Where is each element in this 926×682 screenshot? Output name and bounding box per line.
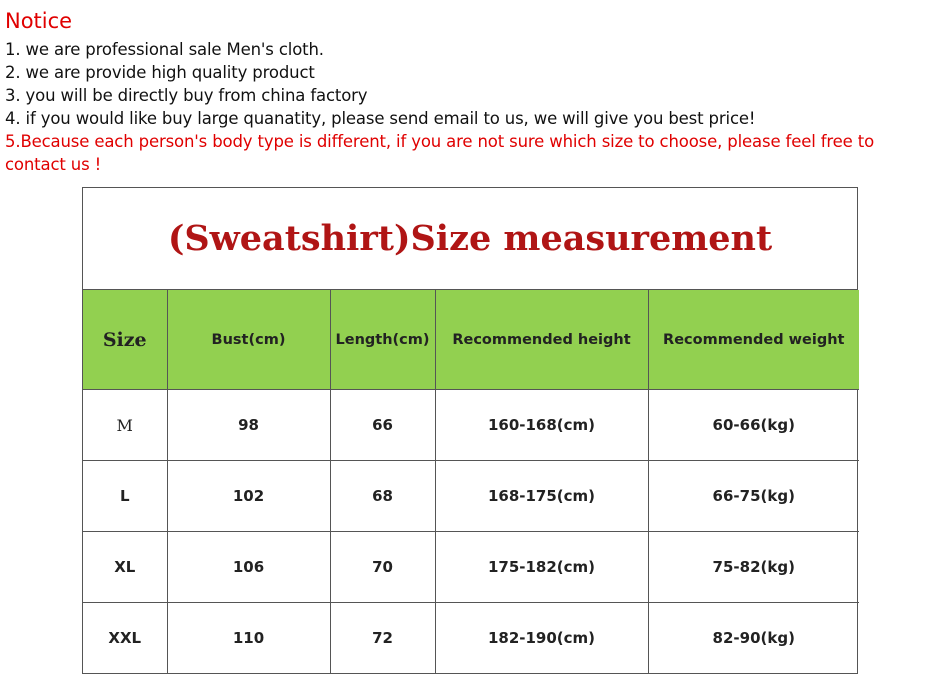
length-cell: 70 xyxy=(330,532,435,603)
length-cell: 66 xyxy=(330,390,435,461)
notice-line-2: 2. we are provide high quality product xyxy=(5,63,315,82)
notice-line-4: 4. if you would like buy large quanatity, please send email to us, we will give you best price! xyxy=(5,109,756,128)
size-cell: L xyxy=(83,461,167,532)
height-cell: 182-190(cm) xyxy=(435,603,648,674)
header-size: Size xyxy=(83,290,167,390)
weight-cell: 82-90(kg) xyxy=(648,603,859,674)
height-cell: 175-182(cm) xyxy=(435,532,648,603)
size-cell: M xyxy=(83,390,167,461)
table-row xyxy=(83,603,859,674)
size-cell: XXL xyxy=(83,603,167,674)
table-header-row xyxy=(83,290,859,390)
table-row xyxy=(83,461,859,532)
weight-cell: 60-66(kg) xyxy=(648,390,859,461)
weight-cell: 75-82(kg) xyxy=(648,532,859,603)
header-recommended-weight: Recommended weight xyxy=(648,290,859,390)
notice-line-5: 5.Because each person's body type is different, if you are not sure which size to choose, please feel free to contact us ! xyxy=(5,132,875,174)
size-table xyxy=(83,290,859,673)
weight-cell: 66-75(kg) xyxy=(648,461,859,532)
notice-title: Notice xyxy=(5,9,73,33)
notice-line-1: 1. we are professional sale Men's cloth. xyxy=(5,40,324,59)
height-cell: 160-168(cm) xyxy=(435,390,648,461)
size-cell: XL xyxy=(83,532,167,603)
size-chart-title: (Sweatshirt)Size measurement xyxy=(83,188,857,290)
table-row xyxy=(83,532,859,603)
length-cell: 72 xyxy=(330,603,435,674)
size-chart xyxy=(82,187,858,674)
height-cell: 168-175(cm) xyxy=(435,461,648,532)
bust-cell: 98 xyxy=(167,390,330,461)
header-bust: Bust(cm) xyxy=(167,290,330,390)
notice-list xyxy=(5,38,920,176)
length-cell: 68 xyxy=(330,461,435,532)
bust-cell: 110 xyxy=(167,603,330,674)
bust-cell: 106 xyxy=(167,532,330,603)
notice-line-3: 3. you will be directly buy from china factory xyxy=(5,86,368,105)
table-row xyxy=(83,390,859,461)
header-recommended-height: Recommended height xyxy=(435,290,648,390)
bust-cell: 102 xyxy=(167,461,330,532)
header-length: Length(cm) xyxy=(330,290,435,390)
